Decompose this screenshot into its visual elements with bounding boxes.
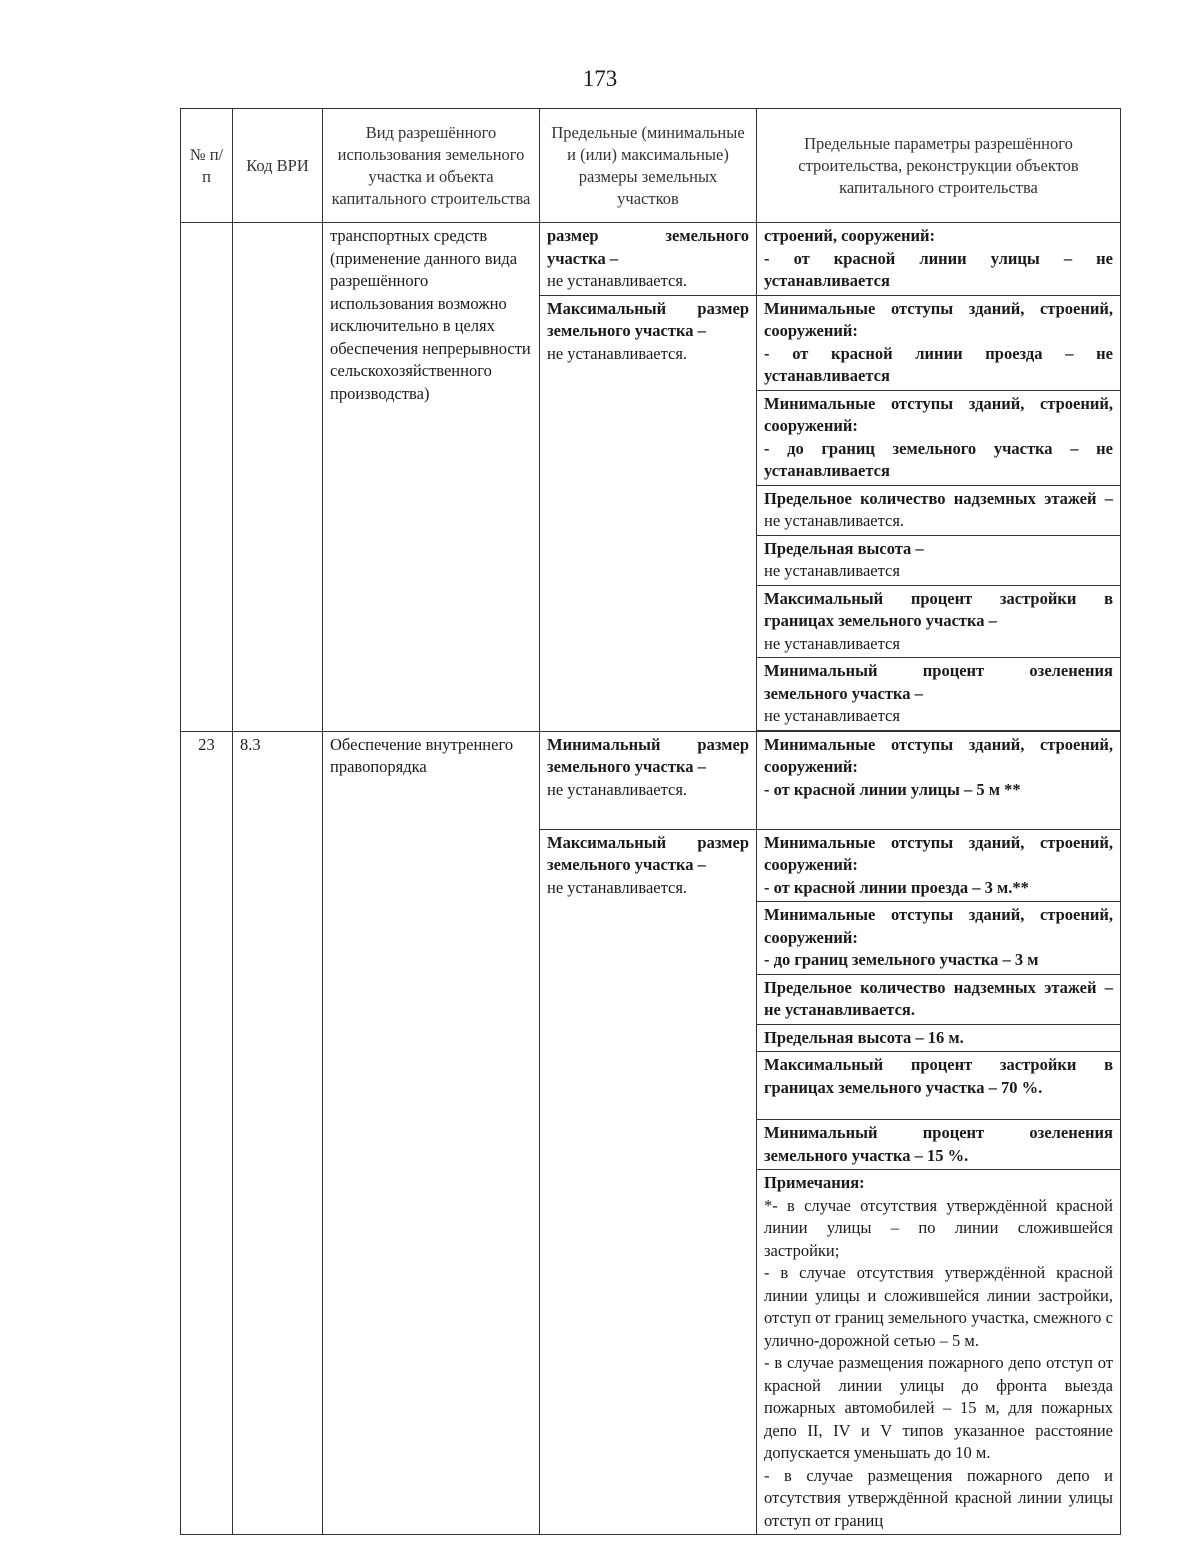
cell-param: Минимальный процент озеленения земельного участка – 15 %. [757, 1120, 1121, 1170]
cell-param [757, 829, 1121, 902]
plot-size-title: Максимальный размер земельного участка – [547, 832, 749, 874]
param-title: Минимальные отступы зданий, строений, сооружений: [764, 832, 1113, 874]
param-value: - до границ земельного участка – не устанавливается [764, 438, 1113, 480]
cell-num [181, 223, 233, 732]
note-item: - в случае отсутствия утверждённой красной линии улицы и сложившейся линии застройки, отступ от границ земельного участка, смежного с улично-дорожной сетью – 5 м. [764, 1263, 1113, 1350]
cell-param [757, 295, 1121, 390]
cell-plot-size [540, 223, 757, 296]
param-value: - от красной линии улицы – не устанавливается [764, 248, 1113, 290]
param-title: Предельная высота – [764, 538, 924, 558]
note-item: *- в случае отсутствия утверждённой красной линии улицы – по линии сложившейся застройки; [764, 1195, 1113, 1260]
param-title: Предельное количество надземных этажей – [764, 488, 1113, 508]
cell-param [757, 902, 1121, 975]
note-item: - в случае размещения пожарного депо и отсутствия утверждённой красной линии улицы отступ от границ [764, 1465, 1113, 1530]
table-row [181, 731, 1121, 829]
plot-size-value: не устанавливается. [547, 271, 688, 290]
param-value: - от красной линии проезда – не устанавливается [764, 343, 1113, 385]
cell-param [757, 585, 1121, 658]
page-number: 173 [582, 66, 618, 91]
param-title: Минимальные отступы зданий, строений, сооружений: [764, 734, 1113, 776]
cell-param: Предельное количество надземных этажей – не устанавливается. [757, 974, 1121, 1024]
notes-cell [757, 1170, 1121, 1535]
param-title: Минимальные отступы зданий, строений, сооружений: [764, 905, 1113, 947]
header-params: Предельные параметры разрешённого строительства, реконструкции объектов капитального строительства [757, 109, 1121, 223]
param-value: - до границ земельного участка – 3 м [764, 950, 1039, 969]
cell-num: 23 [181, 731, 233, 1535]
plot-size-title: Максимальный размер земельного участка – [547, 298, 749, 340]
param-title: Максимальный процент застройки в границах земельного участка – [764, 588, 1113, 630]
param-value: не устанавливается [764, 706, 900, 725]
cell-param [757, 485, 1121, 535]
plot-size-value: не устанавливается. [547, 343, 688, 363]
regulations-table [180, 108, 1121, 1535]
param-value: не устанавливается [764, 561, 900, 580]
notes-title: Примечания: [764, 1173, 865, 1192]
cell-param [757, 390, 1121, 485]
header-num: № п/п [181, 109, 233, 223]
header-use-type: Вид разрешённого использования земельного участка и объекта капитального строительства [323, 109, 540, 223]
cell-use-type: Обеспечение внутреннего правопорядка [323, 731, 540, 1535]
plot-size-value: не устанавливается. [547, 779, 688, 799]
param-title: строений, сооружений: [764, 226, 936, 245]
cell-plot-size [540, 295, 757, 731]
header-code: Код ВРИ [233, 109, 323, 223]
cell-code: 8.3 [233, 731, 323, 1535]
cell-plot-size [540, 829, 757, 1535]
plot-size-value: не устанавливается. [547, 877, 688, 897]
plot-size-title: размер земельного участка – [547, 226, 749, 268]
param-value: не устанавливается. [764, 511, 905, 530]
cell-param [757, 658, 1121, 731]
cell-param [757, 223, 1121, 296]
cell-param [757, 731, 1121, 829]
param-value: не устанавливается [764, 633, 900, 653]
cell-plot-size [540, 731, 757, 829]
table-row [181, 223, 1121, 296]
cell-param [757, 535, 1121, 585]
cell-code [233, 223, 323, 732]
plot-size-title: Минимальный размер земельного участка – [547, 734, 749, 776]
param-title: Минимальные отступы зданий, строений, сооружений: [764, 393, 1113, 435]
param-title: Минимальный процент озеленения земельного участка – [764, 661, 1113, 703]
param-value: - от красной линии проезда – 3 м.** [764, 877, 1029, 897]
cell-use-type: транспортных средств (применение данного вида разрешённого использования возможно исключительно в целях обеспечения непрерывности сельскохозяйственного производства) [323, 223, 540, 732]
note-item: - в случае размещения пожарного депо отступ от красной линии улицы до фронта выезда пожарных автомобилей – 15 м, для пожарных депо II, IV и V типов указанное расстояние допускается уменьшать до 10 м. [764, 1353, 1113, 1462]
param-value: - от красной линии улицы – 5 м ** [764, 779, 1021, 799]
cell-param: Предельная высота – 16 м. [757, 1024, 1121, 1052]
header-plot-size: Предельные (минимальные и (или) максимальные) размеры земельных участков [540, 109, 757, 223]
cell-param: Максимальный процент застройки в границах земельного участка – 70 %. [757, 1052, 1121, 1120]
param-title: Минимальные отступы зданий, строений, сооружений: [764, 298, 1113, 340]
table-header-row [181, 109, 1121, 223]
